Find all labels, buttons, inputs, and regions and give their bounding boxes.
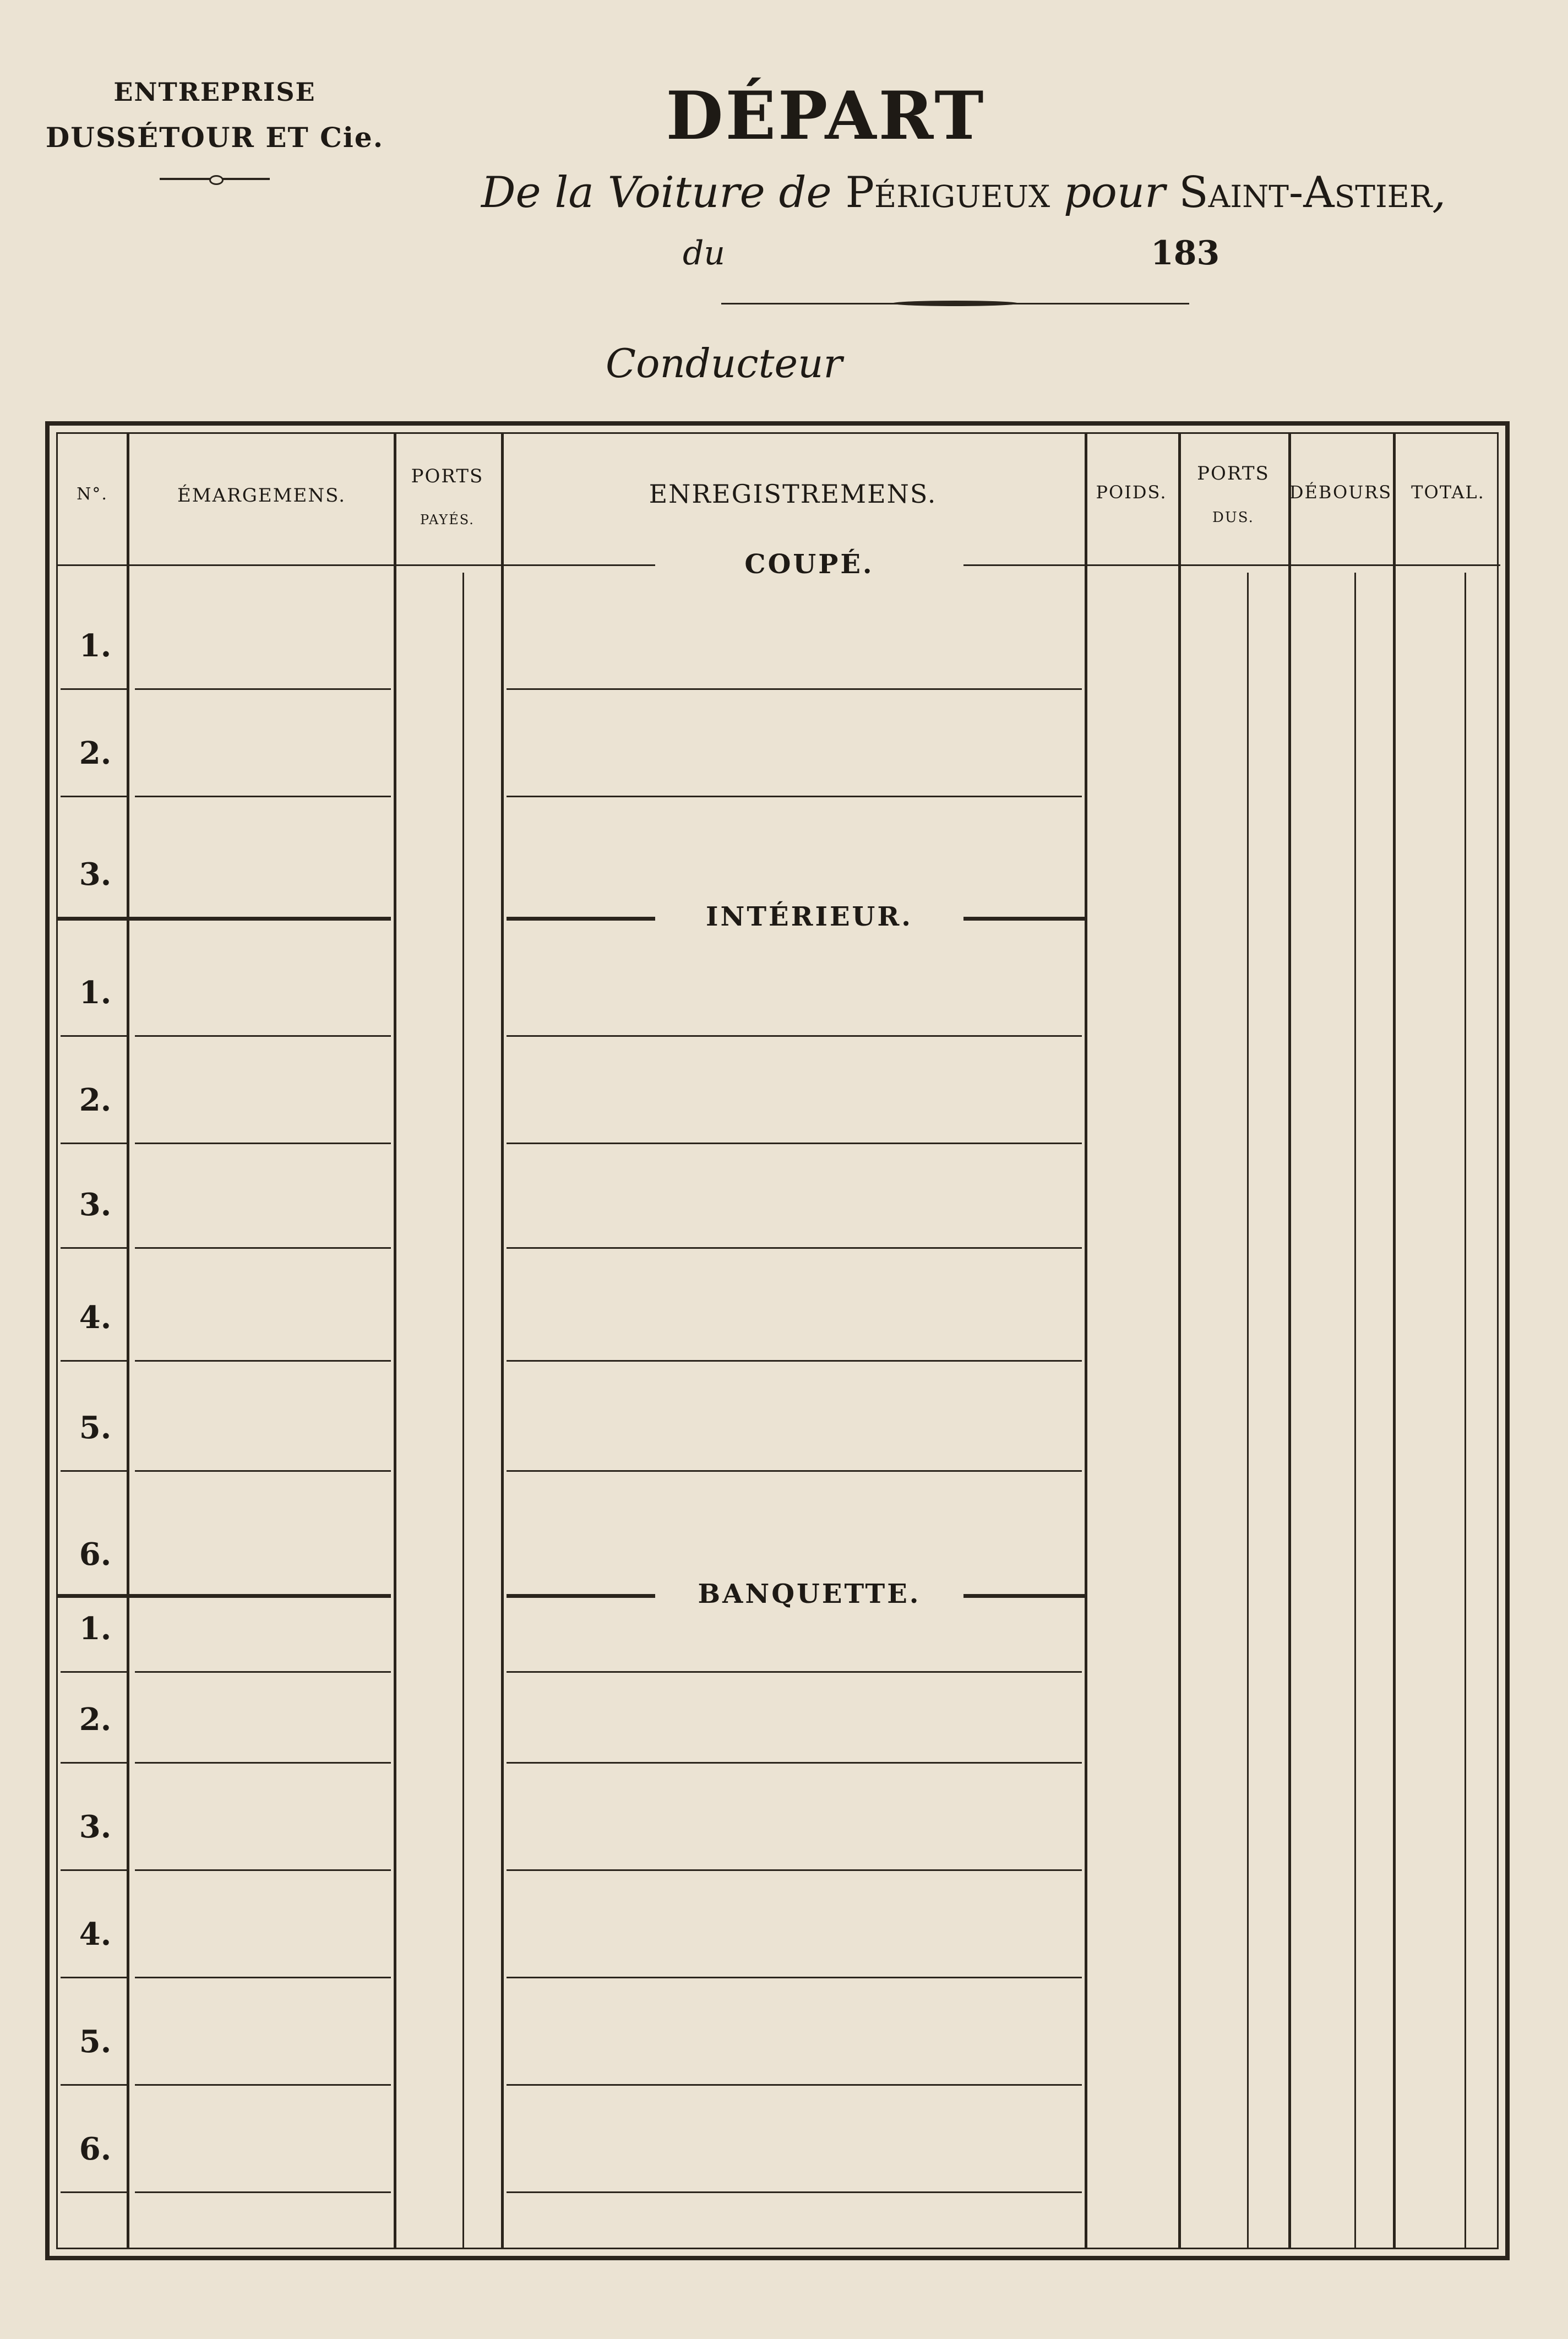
row-number: 4. [79, 1299, 112, 1336]
row-rule-enregistremens [507, 2191, 1082, 2193]
section-rule-left [58, 917, 391, 921]
row-number: 1. [79, 628, 112, 664]
row-rule-emargemens [135, 1869, 391, 1871]
header-ports-dus-1: PORTS [1197, 463, 1270, 485]
row-number: 4. [79, 1916, 112, 1952]
row-rule-enregistremens [507, 1470, 1082, 1472]
row-rule-enregistremens [507, 1247, 1082, 1249]
row-rule-enregistremens [507, 1143, 1082, 1144]
row-rule-number [61, 796, 127, 797]
row-rule-number [61, 1247, 127, 1249]
row-rule-number [61, 1035, 127, 1037]
page-subtitle [418, 168, 1509, 217]
row-rule-enregistremens [507, 2084, 1082, 2086]
row-rule-emargemens [135, 1470, 391, 1472]
row-rule-number [61, 1977, 127, 1978]
row-rule-enregistremens [507, 1762, 1082, 1764]
row-rule-number [61, 2084, 127, 2086]
header-poids: POIDS. [1096, 482, 1167, 503]
sub-column-line [1464, 573, 1466, 2249]
row-number: 3. [79, 856, 112, 893]
row-rule-number [61, 2191, 127, 2193]
year-prefix: 183 [1151, 234, 1220, 273]
row-number: 2. [79, 1082, 112, 1118]
row-number: 6. [79, 2131, 112, 2167]
header-ports-payes-2: PAYÉS. [420, 512, 475, 527]
title-ornament [721, 303, 1189, 304]
column-divider [501, 432, 504, 2249]
conducteur-label: Conducteur [606, 340, 842, 387]
sub-column-line [1247, 573, 1249, 2249]
row-number: 1. [79, 975, 112, 1011]
company-ornament [160, 178, 270, 180]
row-rule-emargemens [135, 2191, 391, 2193]
column-divider [127, 432, 129, 2249]
section-label: COUPÉ. [655, 549, 963, 580]
row-rule-number [61, 1143, 127, 1144]
row-rule-emargemens [135, 1143, 391, 1144]
row-rule-number [61, 1360, 127, 1362]
row-rule-number [61, 1869, 127, 1871]
page-title: DÉPART [666, 77, 986, 155]
subtitle-to: Saint-Astier [1179, 168, 1433, 217]
subtitle-pre: De la Voiture de [481, 168, 846, 217]
row-rule-emargemens [135, 1247, 391, 1249]
row-rule-number [61, 688, 127, 690]
row-rule-emargemens [135, 1762, 391, 1764]
row-rule-emargemens [135, 1671, 391, 1673]
row-rule-emargemens [135, 1035, 391, 1037]
subtitle-mid: pour [1050, 168, 1179, 217]
column-divider [1288, 432, 1291, 2249]
row-rule-enregistremens [507, 1671, 1082, 1673]
row-number: 6. [79, 1536, 112, 1573]
column-divider [1178, 432, 1181, 2249]
sub-column-line [1354, 573, 1356, 2249]
header-ports-payes-1: PORTS [411, 465, 484, 487]
date-prefix: du [683, 234, 726, 273]
row-rule-enregistremens [507, 688, 1082, 690]
section-label: BANQUETTE. [655, 1579, 963, 1609]
column-divider [394, 432, 396, 2249]
row-number: 1. [79, 1611, 112, 1647]
row-rule-number [61, 1762, 127, 1764]
header-enregistremens: ENREGISTREMENS. [649, 479, 937, 509]
row-rule-emargemens [135, 796, 391, 797]
sub-column-line [462, 573, 464, 2249]
row-rule-enregistremens [507, 1035, 1082, 1037]
row-rule-emargemens [135, 1360, 391, 1362]
header-emargemens: ÉMARGEMENS. [177, 485, 346, 507]
row-number: 3. [79, 1187, 112, 1223]
company-block [33, 77, 396, 180]
column-divider [1393, 432, 1396, 2249]
row-rule-number [61, 1470, 127, 1472]
section-label: INTÉRIEUR. [655, 901, 963, 932]
section-rule-left [58, 1594, 391, 1598]
row-rule-emargemens [135, 688, 391, 690]
header-ports-dus-2: DUS. [1212, 509, 1254, 526]
row-number: 5. [79, 1410, 112, 1446]
subtitle-from: Périgueux [845, 168, 1050, 217]
header-total: TOTAL. [1411, 482, 1485, 503]
header-number: N°. [77, 485, 108, 504]
row-number: 5. [79, 2023, 112, 2060]
column-divider [1085, 432, 1087, 2249]
row-rule-emargemens [135, 2084, 391, 2086]
subtitle-end: , [1432, 168, 1446, 217]
row-number: 2. [79, 1701, 112, 1738]
company-line-1: ENTREPRISE [113, 77, 316, 107]
row-number: 3. [79, 1809, 112, 1845]
row-rule-enregistremens [507, 1360, 1082, 1362]
row-rule-emargemens [135, 1977, 391, 1978]
header-debours: DÉBOURS [1289, 482, 1392, 503]
row-number: 2. [79, 735, 112, 771]
row-rule-number [61, 1671, 127, 1673]
row-rule-enregistremens [507, 796, 1082, 797]
row-rule-enregistremens [507, 1977, 1082, 1978]
row-rule-enregistremens [507, 1869, 1082, 1871]
company-line-2: DUSSÉTOUR ET Cie. [45, 121, 384, 154]
